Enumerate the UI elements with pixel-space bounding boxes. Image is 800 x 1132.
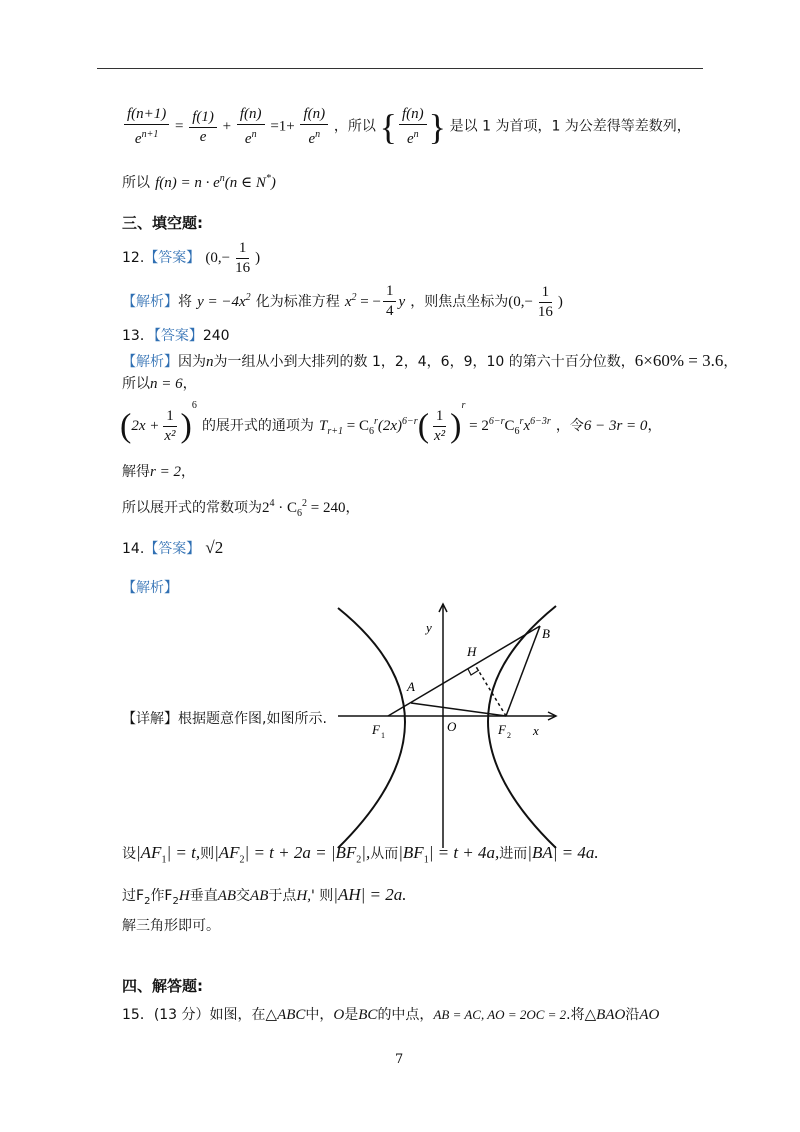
eq1-set-fraction: $\frac{f(n)}{e^n}$ xyxy=(399,106,427,148)
label-f2: F xyxy=(498,722,506,737)
label-f1: F xyxy=(372,722,380,737)
label-x: x xyxy=(533,723,539,738)
label-o: O xyxy=(447,719,457,734)
eq1-lhs-fraction: $\frac{f(n+1)}{e^{n+1}}$ xyxy=(124,106,169,148)
label-f1-sub: 1 xyxy=(381,731,385,740)
line-f2-b xyxy=(506,626,540,716)
eq1-r2-fraction: $\frac{f(n)}{e^n}$ xyxy=(237,106,265,148)
q13-analysis-line2: 所以n = 6， xyxy=(122,376,197,392)
page-number: 7 xyxy=(395,1052,404,1067)
section-3-heading: 三、填空题: xyxy=(122,214,203,232)
q14-answer: 14.【答案】 √2 xyxy=(122,538,224,557)
q13-answer: 13．【答案】240 xyxy=(122,328,230,344)
q14-detail-label: 【详解】根据题意作图,如图所示. xyxy=(122,711,327,727)
line-f2-h-dashed xyxy=(475,665,506,716)
q13-analysis-line3: (2x + $\frac{1}{\text{x²}}$ )$^6$ 的展开式的通项为 $T_{r+1} = C_6^r(2x)^{6-r}$( $\frac{1}{\text{x²}}$ )$^r = 2^{6-r}C_6^rx^{6-3r}$ ，令6 − 3r = 0， xyxy=(120,400,662,445)
q14-line1: 设$|AF_1| = t$,则$|AF_2| = t + 2a = |BF_2|$,从而$|BF_1| = t + 4a$,进而|BA| = 4a. xyxy=(122,843,599,866)
eq1-r3-fraction: $\frac{f(n)}{e^n}$ xyxy=(300,106,328,148)
q13-analysis-line1: 【解析】因为n为一组从小到大排列的数 1，2，4，6，9，10 的第六十百分位数，6×60% = 3.6， xyxy=(122,351,738,370)
q13-analysis-line4: 解得r = 2， xyxy=(122,464,195,480)
section-4-heading: 四、解答题: xyxy=(122,977,203,995)
label-b: B xyxy=(542,626,550,641)
eq2-line: 所以 $f(n) = n \cdot e^n(n$ ∈ N*) xyxy=(122,173,276,191)
q12-analysis: 【解析】将 $y = -4x^2$ 化为标准方程 $x^2$ = − $\frac{1}{4}$ y ，则焦点坐标为(0,− $\frac{1}{16}$ ) xyxy=(122,283,563,321)
q12-answer: 12.【答案】 (0,− $\frac{1}{16}$ ) xyxy=(122,240,261,276)
eq1-r1-fraction: $\frac{f(1)}{e}$ xyxy=(189,109,217,146)
eq1-line: $\frac{f(n+1)}{e^{n+1}}$ = $\frac{f(1)}{e}$ + $\frac{f(n)}{e^n}$ =1+ $\frac{f(n)}{e^n}$ ，所以 { $\frac{f(n)}{e^n}$ } 是以 1 为首项，1 为公差得等差数列， xyxy=(122,106,691,148)
line-a-f2 xyxy=(411,703,506,716)
q14-analysis-tag: 【解析】 xyxy=(122,580,178,596)
hyperbola-figure xyxy=(330,598,570,858)
label-a: A xyxy=(407,679,415,694)
q14-line3: 解三角形即可。 xyxy=(122,918,220,934)
label-y: y xyxy=(426,620,432,635)
label-f2-sub: 2 xyxy=(507,731,511,740)
header-rule xyxy=(97,68,703,69)
label-h: H xyxy=(467,644,477,659)
q15-line: 15．(13 分）如图，在△ABC中，O是BC的中点，AB = AC, AO = 2OC = 2.将△BAO沿AO xyxy=(122,1007,660,1023)
q14-line2: 过$F_2$作$F_2H$垂直AB交AB于点H,' 则|AH| = 2a. xyxy=(122,885,407,907)
q13-analysis-line5: 所以展开式的常数项为$2^4 \cdot C_6^2 = 240$， xyxy=(122,498,360,519)
line-f1-b xyxy=(388,626,540,716)
